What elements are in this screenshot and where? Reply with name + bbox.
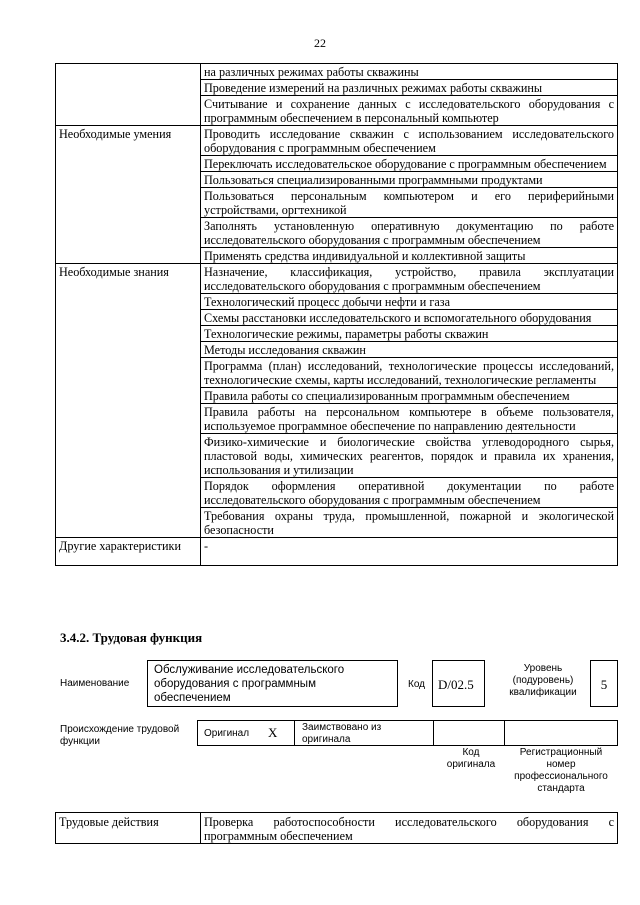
requirement-row (56, 538, 618, 566)
requirement-category-label: Необходимые умения (56, 126, 201, 264)
borrowed-label: Заимствовано из оригинала (302, 722, 382, 745)
requirement-category-label (56, 64, 201, 126)
requirement-item: Схемы расстановки исследовательского и вспомогательного оборудования (201, 310, 618, 326)
requirement-item: Технологический процесс добычи нефти и газа (201, 294, 618, 310)
requirement-item: Физико-химические и биологические свойства углеводородного сырья, пластовой воды, химических реагентов, порядок и правила их хранения, использования и утилизации (201, 434, 618, 478)
action-item: Проверка работоспособности исследовательского оборудования с программным обеспечением (201, 813, 618, 844)
requirement-item: Заполнять установленную оперативную документацию по работе исследовательского оборудования с программным обеспечением (201, 218, 618, 248)
name-label: Наименование (60, 678, 130, 689)
requirement-item: Порядок оформления оперативной документации по работе исследовательского оборудования с программным обеспечением (201, 478, 618, 508)
requirement-item: на различных режимах работы скважины (201, 64, 618, 80)
requirement-item: Назначение, классификация, устройство, правила эксплуатации исследовательского оборудования с программным обеспечением (201, 264, 618, 294)
requirement-item: Переключать исследовательское оборудование с программным обеспечением (201, 156, 618, 172)
section-heading: 3.4.2. Трудовая функция (60, 630, 203, 645)
requirement-item: Применять средства индивидуальной и коллективной защиты (201, 248, 618, 264)
requirement-item: Требования охраны труда, промышленной, пожарной и экологической безопасности (201, 508, 618, 538)
requirement-item: Считывание и сохранение данных с исследовательского оборудования с программным обеспечением в персональный компьютер (201, 96, 618, 126)
requirement-item: Проведение измерений на различных режимах работы скважины (201, 80, 618, 96)
requirement-item: Пользоваться персональным компьютером и его периферийными устройствами, оргтехникой (201, 188, 618, 218)
code-label: Код (408, 679, 426, 690)
requirement-item: Технологические режимы, параметры работы скважин (201, 326, 618, 342)
original-mark: X (268, 725, 278, 740)
requirement-item: Методы исследования скважин (201, 342, 618, 358)
level-value: 5 (600, 677, 608, 692)
reg-caption: Регистрационный номер профессионального стандарта (514, 747, 608, 794)
requirement-item: Пользоваться специализированными программными продуктами (201, 172, 618, 188)
origin-label: Происхождение трудовой функции (60, 724, 180, 747)
requirement-item: - (201, 538, 618, 566)
requirement-category-label: Другие характеристики (56, 538, 201, 566)
actions-label: Трудовые действия (56, 813, 201, 844)
requirement-item: Программа (план) исследований, технологические процессы исследований, технологические схемы, карты исследований, технологические регламенты (201, 358, 618, 388)
name-box (147, 660, 398, 707)
requirement-row (56, 64, 618, 80)
function-name: Обслуживание исследовательского оборудования с программным обеспечением (154, 664, 345, 704)
original-label: Оригинал (204, 728, 250, 739)
requirements-table (55, 63, 618, 566)
function-code: D/02.5 (438, 677, 474, 692)
code-caption: Код оригинала (446, 747, 496, 770)
level-label: Уровень (подуровень) квалификации (509, 663, 577, 698)
requirement-item: Правила работы со специализированным программным обеспечением (201, 388, 618, 404)
actions-table (55, 812, 618, 844)
level-box (590, 660, 618, 707)
page-number: 22 (314, 36, 326, 50)
requirement-category-label: Необходимые знания (56, 264, 201, 538)
code-box (432, 660, 485, 707)
requirement-item: Проводить исследование скважин с использованием исследовательского оборудования с программным обеспечением (201, 126, 618, 156)
requirement-row (56, 126, 618, 156)
requirement-row (56, 264, 618, 294)
requirement-item: Правила работы на персональном компьютере в объеме пользователя, используемое программное обеспечение по направлению деятельности (201, 404, 618, 434)
